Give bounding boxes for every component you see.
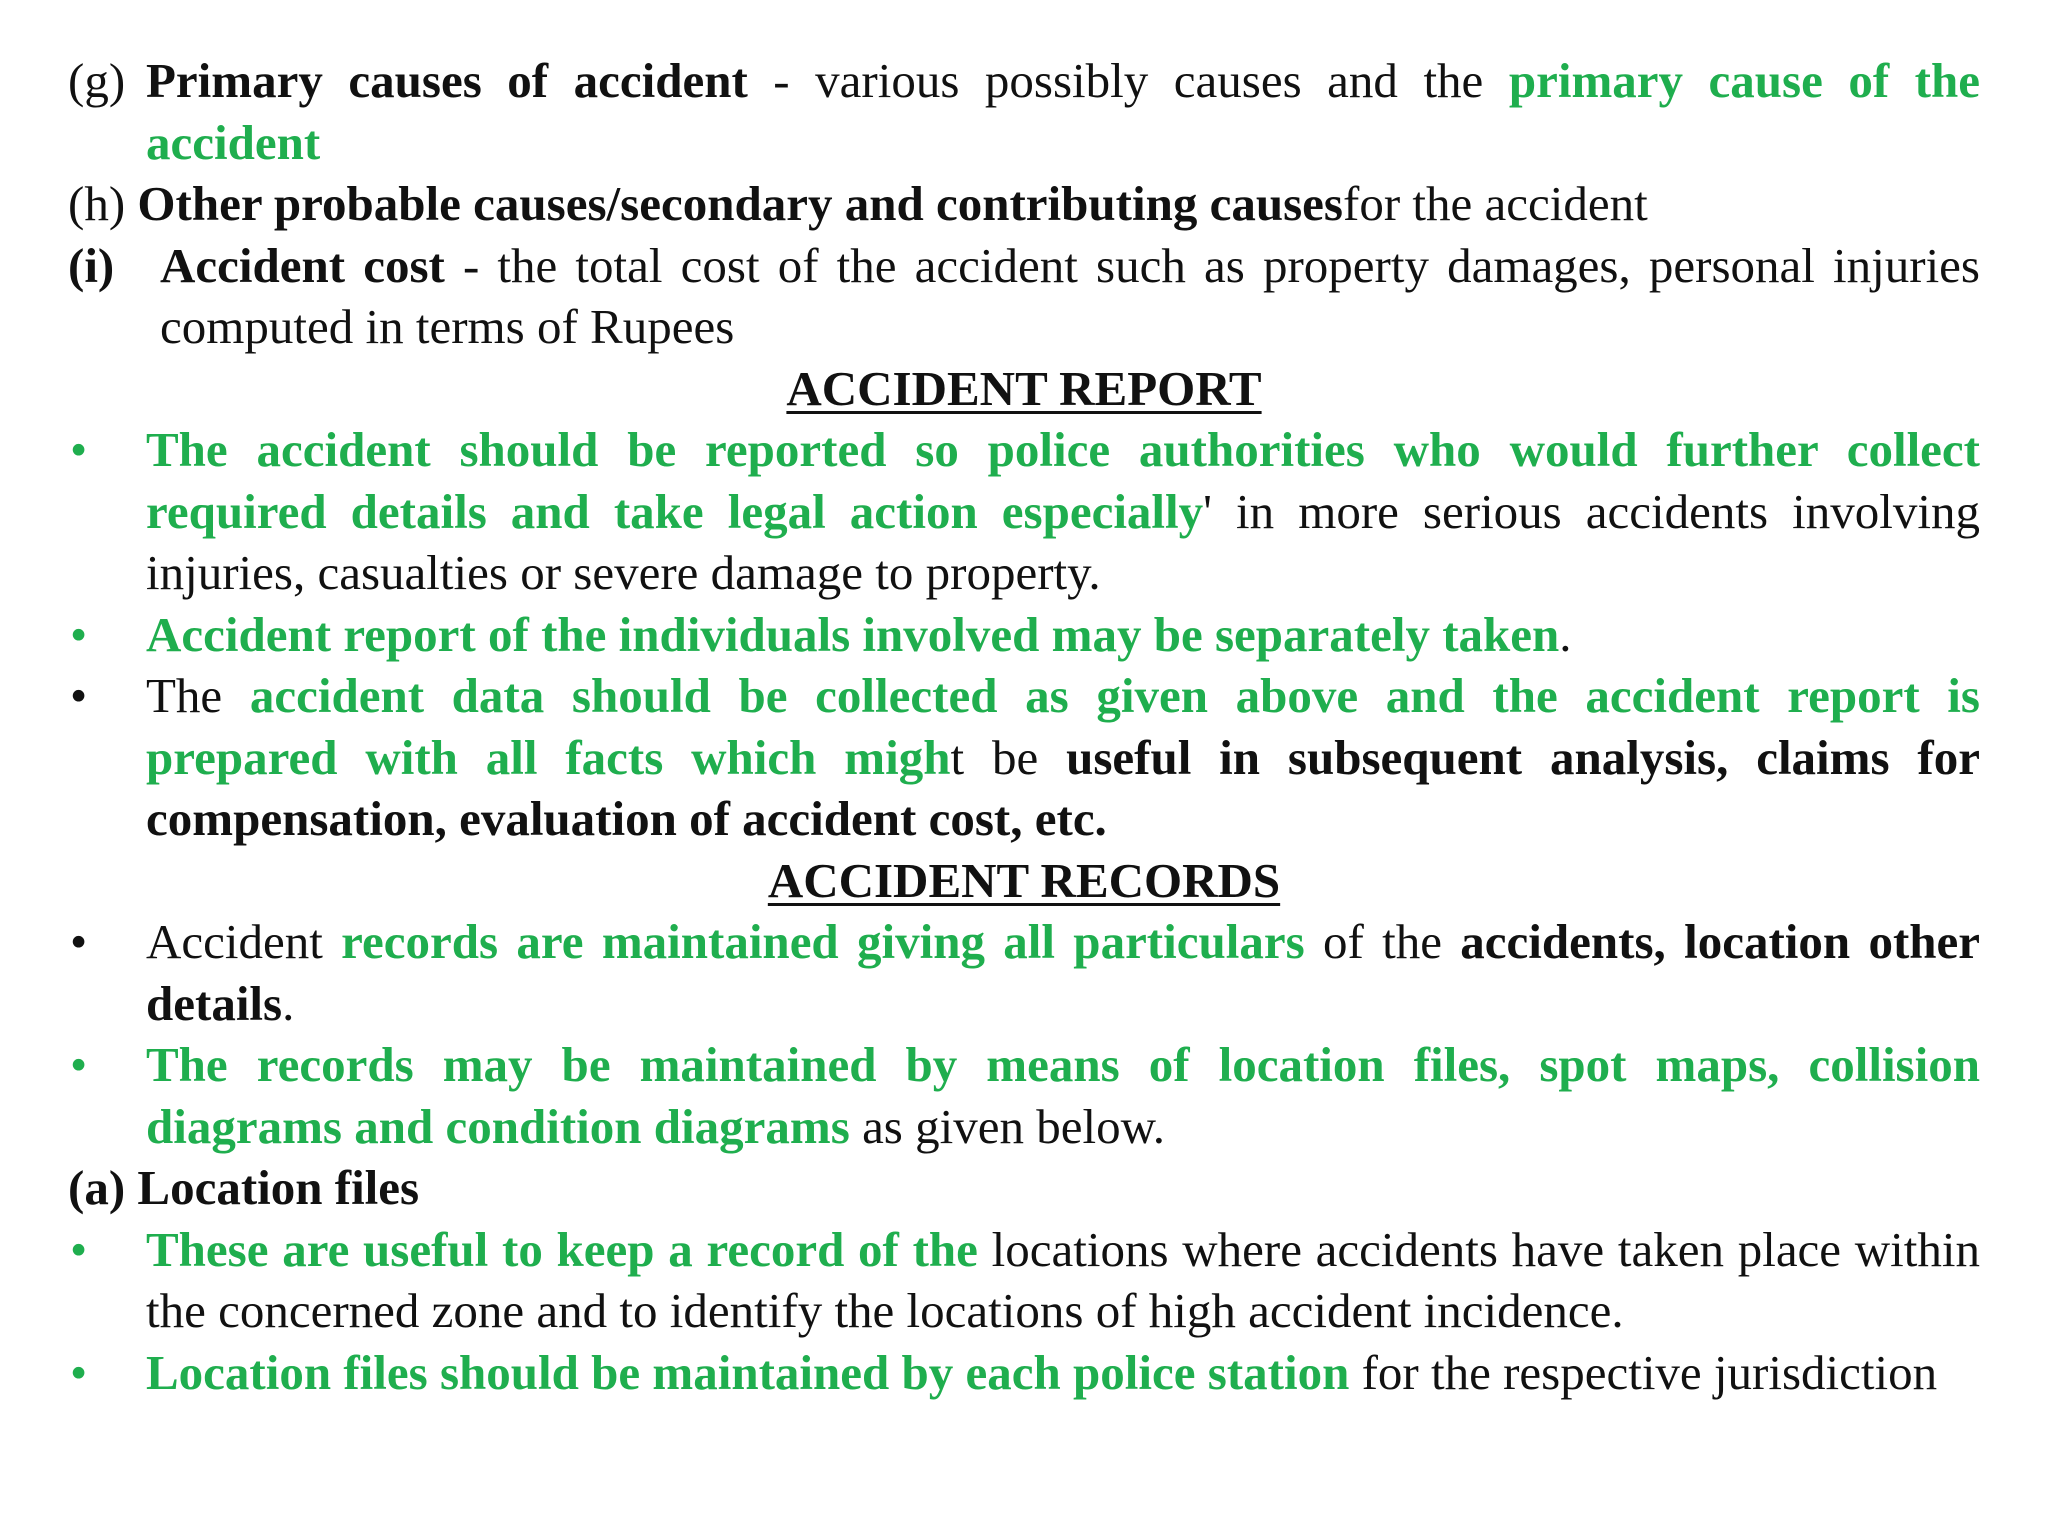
bullet-icon: •: [70, 1344, 88, 1400]
records-bullet-1-mid: of the: [1304, 914, 1461, 969]
records-bullet-1-text: [146, 911, 1980, 1034]
records-bullet-1-bold: accidents, location other details: [146, 914, 1981, 1031]
item-i-term: Accident cost: [160, 237, 445, 293]
bullet-icon: •: [70, 668, 88, 723]
report-bullet-3-green: accident data should be collected as given above and the accident report is prepared with all facts which migh: [146, 668, 1980, 785]
records-bullet-2: [68, 1034, 1980, 1157]
item-i-marker: (i): [68, 237, 115, 293]
records-bullet-1-green: records are maintained giving all particulars: [341, 914, 1305, 969]
item-i-rest: - the total cost of the accident such as property damages, personal injuries computed in terms of Rupees: [160, 237, 1980, 354]
report-bullet-1-green: The accident should be reported so police authorities who would further collect required details and take legal action especially: [146, 422, 1980, 539]
accident-records-heading: ACCIDENT RECORDS: [767, 852, 1281, 908]
document-page: [68, 50, 1980, 1403]
accident-report-heading: ACCIDENT REPORT: [786, 360, 1262, 416]
report-bullet-3-bold: useful in subsequent analysis, claims for compensation, evaluation of accident cost, etc.: [146, 729, 1980, 846]
item-h: [68, 173, 1980, 235]
location-bullet-2-rest: for the respective jurisdiction: [1349, 1344, 1938, 1400]
item-g-body: [146, 50, 1980, 173]
item-h-rest: for the accident: [1343, 176, 1648, 231]
report-bullet-2-rest: .: [1559, 606, 1572, 662]
item-i: [68, 235, 1980, 358]
report-bullet-3: [68, 665, 1980, 850]
item-g: [68, 50, 1980, 173]
report-bullet-3-text: [146, 665, 1980, 850]
location-bullet-1: [68, 1219, 1980, 1342]
item-g-sep: - various possibly causes and the: [747, 53, 1509, 108]
report-bullet-3-mid: t be: [950, 729, 1067, 785]
records-bullet-1: [68, 911, 1980, 1034]
records-bullet-2-text: [146, 1034, 1980, 1157]
report-bullet-1: [68, 419, 1980, 604]
item-i-body: [160, 235, 1980, 358]
item-h-term: Other probable causes/secondary and contributing causes: [137, 176, 1343, 231]
location-bullet-2-text: [146, 1342, 1980, 1404]
item-h-marker: (h): [68, 176, 126, 231]
item-g-marker: (g): [68, 53, 126, 108]
report-bullet-1-text: [146, 419, 1980, 604]
bullet-icon: •: [70, 606, 88, 662]
item-g-green: primary cause of the accident: [146, 53, 1980, 170]
item-a-marker: (a): [68, 1160, 126, 1215]
bullet-icon: •: [70, 1037, 88, 1092]
report-bullet-2: [68, 604, 1980, 666]
location-bullet-1-green: These are useful to keep a record of the: [146, 1221, 978, 1277]
records-bullet-2-rest: as given below.: [849, 1098, 1166, 1154]
records-bullet-1-end: .: [282, 975, 295, 1031]
report-bullet-2-text: [146, 604, 1980, 666]
item-g-term: Primary causes of accident: [146, 53, 748, 108]
report-bullet-2-green: Accident report of the individuals involved may be separately taken: [146, 606, 1560, 662]
location-bullet-2-green: Location files should be maintained by each police station: [146, 1344, 1350, 1400]
location-bullet-1-rest: locations where accidents have taken place within the concerned zone and to identify the locations of high accident incidence.: [146, 1221, 1981, 1338]
item-a: [68, 1157, 1980, 1219]
bullet-icon: •: [70, 1221, 88, 1277]
location-bullet-2: [68, 1342, 1980, 1404]
item-a-term: Location files: [137, 1160, 420, 1215]
location-bullet-1-text: [146, 1219, 1980, 1342]
records-bullet-1-pre: Accident: [146, 914, 342, 969]
records-bullet-2-green: The records may be maintained by means of location files, spot maps, collision diagrams and condition diagrams: [146, 1037, 1980, 1154]
bullet-icon: •: [70, 914, 88, 969]
report-bullet-3-pre: The: [146, 668, 250, 723]
bullet-icon: •: [70, 422, 88, 477]
report-bullet-1-rest: ' in more serious accidents involving injuries, casualties or severe damage to property.: [146, 483, 1980, 600]
